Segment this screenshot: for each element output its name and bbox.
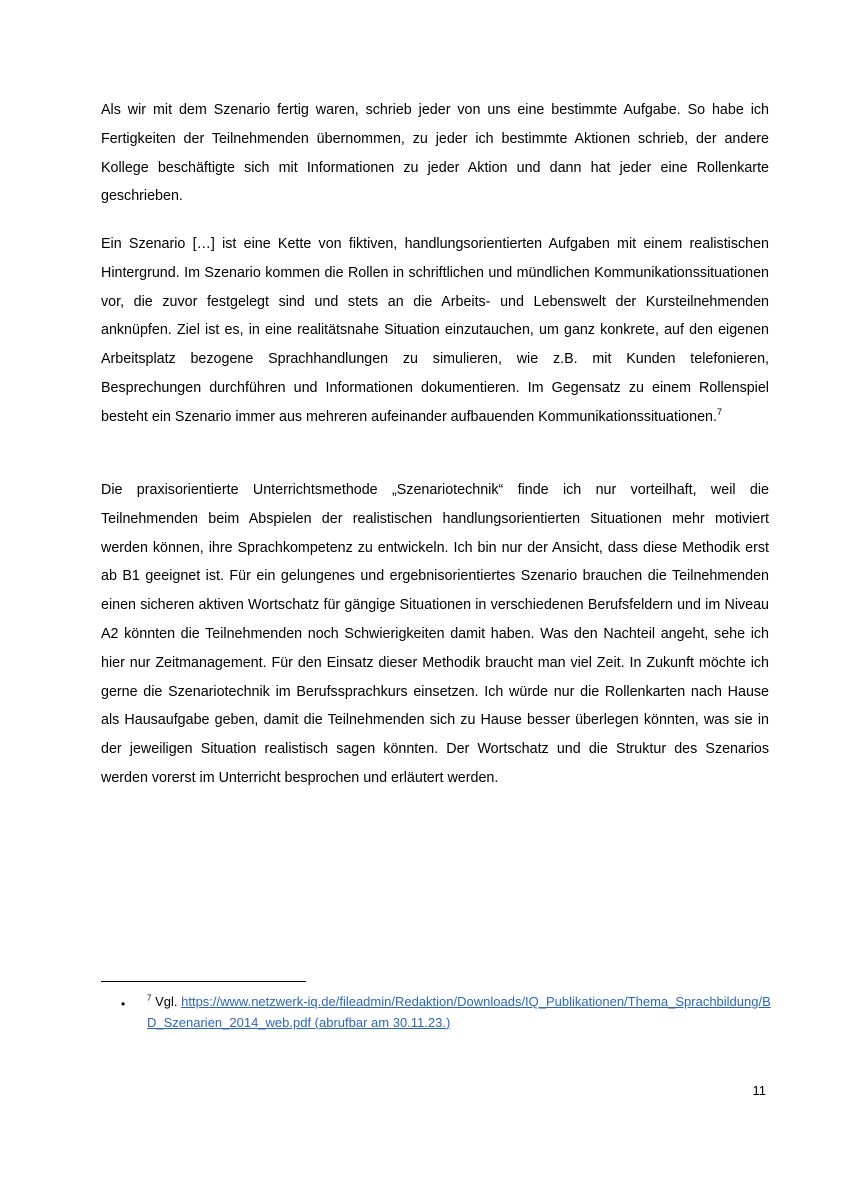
- footnote-number: 7: [147, 993, 152, 1003]
- footnote-prefix: Vgl.: [155, 994, 178, 1009]
- body-paragraph-3: Die praxisorientierte Unterrichtsmethode „Szenariotechnik“ finde ich nur vorteilhaft, weil die Teilnehmenden beim Abspielen der realistischen handlungsorientierten Situationen mehr motiviert werden können, ihre Sprachkompetenz zu entwickeln. Ich bin nur der Ansicht, dass diese Methodik erst ab B1 geeignet ist. Für ein gelungenes und ergebnisorientiertes Szenario brauchen die Teilnehmenden einen sicheren aktiven Wortschatz für gängige Situationen in verschiedenen Berufsfeldern und im Niveau A2 könnten die Teilnehmenden noch Schwierigkeiten damit haben. Was den Nachteil angeht, sehe ich hier nur Zeitmanagement. Für den Einsatz dieser Methodik braucht man viel Zeit. In Zukunft möchte ich gerne die Szenariotechnik im Berufssprachkurs einsetzen. Ich würde nur die Rollenkarten nach Hause als Hausaufgabe geben, damit die Teilnehmenden sich zu Hause besser überlegen könnten, was sie in der jeweiligen Situation realistisch sagen könnten. Der Wortschatz und die Struktur des Szenarios werden vorerst im Unterricht besprochen und erläutert werden.: [101, 482, 769, 786]
- footnote: [147, 992, 772, 1033]
- body-paragraph-1: Als wir mit dem Szenario fertig waren, schrieb jeder von uns eine bestimmte Aufgabe. So habe ich Fertigkeiten der Teilnehmenden übernommen, zu jeder ich bestimmte Aktionen schrieb, der andere Kollege beschäftigte sich mit Informationen zu jeder Aktion und dann hat jeder eine Rollenkarte geschrieben.: [101, 102, 769, 205]
- page-number: 11: [752, 1083, 766, 1098]
- footnote-separator: [101, 981, 306, 982]
- footnote-bullet: •: [121, 997, 126, 1011]
- footnote-reference[interactable]: 7: [716, 407, 722, 418]
- footnote-source-link[interactable]: https://www.netzwerk-iq.de/fileadmin/Redaktion/Downloads/IQ_Publikationen/Thema_Sprachbildung/BD_Szenarien_2014_web.pdf (abrufbar am 30.11.23.): [147, 994, 771, 1030]
- body-paragraph-2-quote: [101, 230, 769, 432]
- quote-text: Ein Szenario […] ist eine Kette von fiktiven, handlungsorientierten Aufgaben mit einem realistischen Hintergrund. Im Szenario kommen die Rollen in schriftlichen und mündlichen Kommunikationssituationen vor, die zuvor festgelegt sind und stets an die Arbeits- und Lebenswelt der Kursteilnehmenden anknüpfen. Ziel ist es, in eine realitätsnahe Situation einzutauchen, um ganz konkrete, auf den eigenen Arbeitsplatz bezogene Sprachhandlungen zu simulieren, wie z.B. mit Kunden telefonieren, Besprechungen durchführen und Informationen dokumentieren. Im Gegensatz zu einem Rollenspiel besteht ein Szenario immer aus mehreren aufeinander aufbauenden Kommunikationssituationen.: [101, 236, 769, 425]
